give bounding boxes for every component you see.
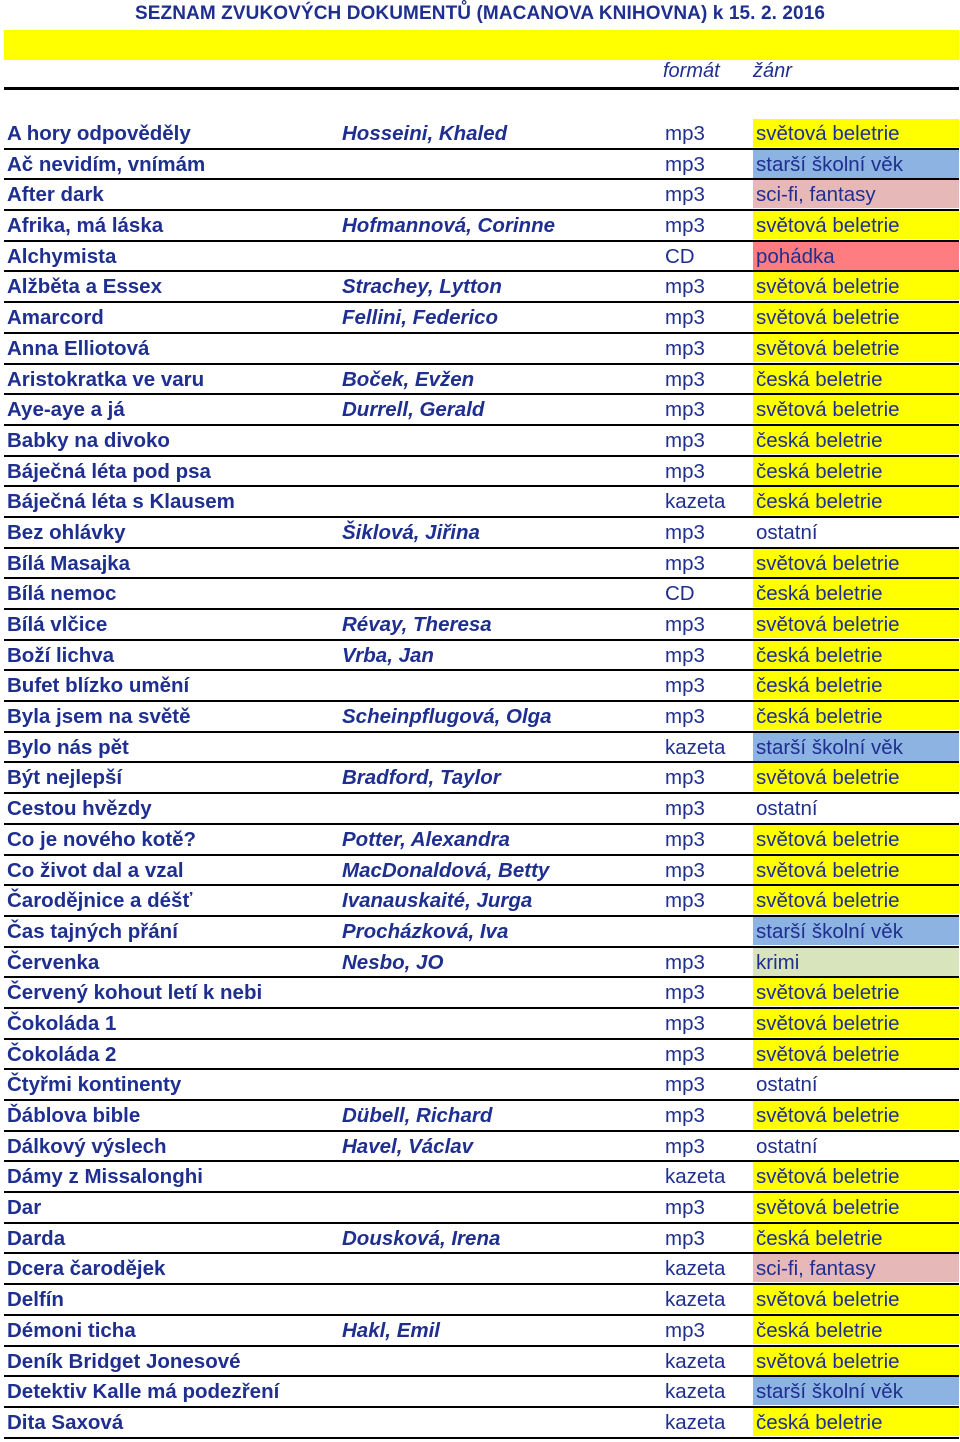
row-format: mp3 <box>665 643 705 667</box>
row-genre: světová beletrie <box>753 856 959 884</box>
row-title: Báječná léta pod psa <box>7 459 211 483</box>
table-row <box>4 1040 959 1071</box>
row-genre: starší školní věk <box>753 150 959 178</box>
table-row <box>4 671 959 702</box>
row-format: kazeta <box>665 1165 726 1189</box>
table-row <box>4 150 959 181</box>
row-format: mp3 <box>665 1318 705 1342</box>
table-row <box>4 1101 959 1132</box>
row-format: mp3 <box>665 766 705 790</box>
row-format: mp3 <box>665 551 705 575</box>
row-title: Co život dal a vzal <box>7 858 184 882</box>
row-format: mp3 <box>665 674 705 698</box>
row-genre: česká beletrie <box>753 487 959 515</box>
row-title: Delfín <box>7 1288 64 1312</box>
row-title: Bez ohlávky <box>7 520 126 544</box>
row-format: mp3 <box>665 1042 705 1066</box>
row-author: Durrell, Gerald <box>342 398 485 422</box>
table-row <box>4 1132 959 1163</box>
row-genre: česká beletrie <box>753 579 959 607</box>
table-row <box>4 242 959 273</box>
row-author: Nesbo, JO <box>342 950 444 974</box>
row-title: Čokoláda 1 <box>7 1011 117 1035</box>
row-genre: světová beletrie <box>753 1193 959 1221</box>
row-author: Potter, Alexandra <box>342 827 510 851</box>
row-format: kazeta <box>665 490 726 514</box>
table-row <box>4 1347 959 1378</box>
row-format: mp3 <box>665 981 705 1005</box>
row-title: Ač nevidím, vnímám <box>7 152 206 176</box>
table-row <box>4 1224 959 1255</box>
row-title: Bílá Masajka <box>7 551 131 575</box>
row-format: mp3 <box>665 367 705 391</box>
row-genre: česká beletrie <box>753 1408 959 1436</box>
row-title: Bílá nemoc <box>7 582 117 606</box>
table-row <box>4 856 959 887</box>
row-author: MacDonaldová, Betty <box>342 858 550 882</box>
row-format: mp3 <box>665 858 705 882</box>
row-format: mp3 <box>665 613 705 636</box>
row-genre: česká beletrie <box>753 1224 959 1252</box>
row-format: mp3 <box>665 1073 705 1097</box>
row-format: kazeta <box>665 1410 726 1434</box>
row-title: Anna Elliotová <box>7 336 150 360</box>
row-title: Dita Saxová <box>7 1410 124 1434</box>
row-author: Dübell, Richard <box>342 1104 493 1127</box>
column-header-genre: žánr <box>753 60 792 82</box>
row-format: kazeta <box>665 1288 726 1312</box>
row-title: Detektiv Kalle má podezření <box>7 1380 280 1404</box>
row-format: mp3 <box>665 520 705 544</box>
row-genre: česká beletrie <box>753 457 959 485</box>
document-title: SEZNAM ZVUKOVÝCH DOKUMENTŮ (MACANOVA KNIHOVNA) k 15. 2. 2016 <box>134 3 826 24</box>
row-format: kazeta <box>665 1257 726 1281</box>
table-row <box>4 426 959 457</box>
row-genre: světová beletrie <box>753 1040 959 1068</box>
table-row <box>4 487 959 518</box>
row-author: Fellini, Federico <box>342 306 499 330</box>
table-row <box>4 180 959 211</box>
table-row <box>4 1285 959 1316</box>
table-row <box>4 211 959 242</box>
row-genre: krimi <box>753 948 959 976</box>
row-genre: ostatní <box>753 1132 959 1160</box>
table-row <box>4 272 959 303</box>
row-genre: ostatní <box>753 794 959 822</box>
row-genre: světová beletrie <box>753 978 959 1006</box>
row-genre: česká beletrie <box>753 1316 959 1344</box>
table-row <box>4 733 959 764</box>
row-title: Dálkový výslech <box>7 1134 167 1158</box>
row-genre: starší školní věk <box>753 1377 959 1405</box>
row-genre: světová beletrie <box>753 1162 959 1190</box>
row-genre: světová beletrie <box>753 211 959 239</box>
column-header-format: formát <box>663 60 720 82</box>
table-row <box>4 1254 959 1285</box>
row-title: Babky na divoko <box>7 428 170 452</box>
row-genre: ostatní <box>753 518 959 546</box>
table-row <box>4 303 959 334</box>
row-author: Révay, Theresa <box>342 613 492 636</box>
table-row <box>4 518 959 549</box>
row-title: After dark <box>7 183 104 207</box>
table-row <box>4 917 959 948</box>
row-title: Deník Bridget Jonesové <box>7 1349 241 1373</box>
row-author: Procházková, Iva <box>342 919 509 943</box>
row-title: Byla jsem na světě <box>7 705 191 729</box>
row-title: Být nejlepší <box>7 766 123 790</box>
table-row <box>4 1377 959 1408</box>
table-row <box>4 1162 959 1193</box>
row-author: Havel, Václav <box>342 1134 474 1158</box>
row-author: Vrba, Jan <box>342 643 434 667</box>
row-format: mp3 <box>665 1104 705 1127</box>
row-format: mp3 <box>665 889 705 913</box>
row-title: A hory odpověděly <box>7 122 191 145</box>
row-genre: světová beletrie <box>753 272 959 300</box>
row-genre: pohádka <box>753 242 959 270</box>
header-divider <box>4 87 959 90</box>
row-author: Boček, Evžen <box>342 367 475 391</box>
row-format: mp3 <box>665 214 705 238</box>
header-highlight-band <box>4 30 959 60</box>
row-title: Čas tajných přání <box>7 919 178 943</box>
table-row <box>4 978 959 1009</box>
row-title: Červený kohout letí k nebi <box>7 981 263 1005</box>
row-title: Ďáblova bible <box>7 1104 141 1127</box>
row-title: Boží lichva <box>7 643 115 667</box>
row-genre: světová beletrie <box>753 1009 959 1037</box>
row-format: mp3 <box>665 705 705 729</box>
row-genre: ostatní <box>753 1070 959 1098</box>
row-title: Co je nového kotě? <box>7 827 197 851</box>
row-title: Bylo nás pět <box>7 735 129 759</box>
row-format: kazeta <box>665 1349 726 1373</box>
table-row <box>4 886 959 917</box>
row-genre: sci-fi, fantasy <box>753 1254 959 1282</box>
table-row <box>4 579 959 610</box>
row-title: Amarcord <box>7 306 104 330</box>
row-title: Čarodějnice a déšť <box>7 889 193 913</box>
row-author: Strachey, Lytton <box>342 275 502 299</box>
row-format: mp3 <box>665 122 705 145</box>
row-genre: česká beletrie <box>753 426 959 454</box>
row-divider <box>4 1437 959 1439</box>
row-format: mp3 <box>665 827 705 851</box>
table-row <box>4 948 959 979</box>
table-row <box>4 395 959 426</box>
table-row <box>4 702 959 733</box>
row-genre: starší školní věk <box>753 917 959 945</box>
table-row <box>4 1070 959 1101</box>
row-author: Bradford, Taylor <box>342 766 501 790</box>
row-format: mp3 <box>665 1226 705 1250</box>
row-genre: česká beletrie <box>753 365 959 393</box>
row-genre: světová beletrie <box>753 303 959 331</box>
row-genre: světová beletrie <box>753 886 959 914</box>
table-row <box>4 457 959 488</box>
table-row <box>4 610 959 641</box>
row-genre: světová beletrie <box>753 334 959 362</box>
table-row <box>4 365 959 396</box>
row-format: mp3 <box>665 797 705 821</box>
row-genre: světová beletrie <box>753 395 959 423</box>
table-row <box>4 794 959 825</box>
row-format: kazeta <box>665 1380 726 1404</box>
row-genre: světová beletrie <box>753 825 959 853</box>
row-title: Cestou hvězdy <box>7 797 152 821</box>
row-format: mp3 <box>665 306 705 330</box>
table-row <box>4 825 959 856</box>
row-title: Čtyřmi kontinenty <box>7 1073 182 1097</box>
table-row <box>4 763 959 794</box>
catalog-table <box>4 119 959 1439</box>
row-genre: světová beletrie <box>753 549 959 577</box>
table-row <box>4 1009 959 1040</box>
row-author: Hofmannová, Corinne <box>342 214 555 238</box>
row-format: mp3 <box>665 950 705 974</box>
row-title: Bílá vlčice <box>7 613 108 636</box>
row-format: mp3 <box>665 1134 705 1158</box>
row-title: Čokoláda 2 <box>7 1042 117 1066</box>
row-format: mp3 <box>665 336 705 360</box>
table-row <box>4 549 959 580</box>
table-row <box>4 641 959 672</box>
table-row <box>4 1408 959 1439</box>
row-title: Aye-aye a já <box>7 398 125 422</box>
row-format: kazeta <box>665 735 726 759</box>
row-format: mp3 <box>665 459 705 483</box>
row-title: Afrika, má láska <box>7 214 164 238</box>
row-format: CD <box>665 244 695 268</box>
row-genre: česká beletrie <box>753 671 959 699</box>
row-title: Bufet blízko umění <box>7 674 190 698</box>
row-title: Démoni ticha <box>7 1318 136 1342</box>
row-genre: světová beletrie <box>753 1285 959 1313</box>
row-title: Dar <box>7 1196 42 1220</box>
table-row <box>4 1316 959 1347</box>
row-format: mp3 <box>665 428 705 452</box>
row-format: mp3 <box>665 275 705 299</box>
row-genre: starší školní věk <box>753 733 959 761</box>
row-author: Scheinpflugová, Olga <box>342 705 552 729</box>
row-genre: světová beletrie <box>753 763 959 791</box>
row-genre: světová beletrie <box>753 1101 959 1129</box>
row-genre: světová beletrie <box>753 1347 959 1375</box>
row-format: mp3 <box>665 398 705 422</box>
row-author: Hosseini, Khaled <box>342 122 508 145</box>
row-title: Alžběta a Essex <box>7 275 162 299</box>
row-title: Dámy z Missalonghi <box>7 1165 203 1189</box>
row-title: Dcera čarodějek <box>7 1257 166 1281</box>
row-format: mp3 <box>665 183 705 207</box>
row-format: mp3 <box>665 1196 705 1220</box>
table-row <box>4 1193 959 1224</box>
row-format: mp3 <box>665 1011 705 1035</box>
row-format: mp3 <box>665 152 705 176</box>
row-genre: světová beletrie <box>753 119 959 147</box>
table-row <box>4 334 959 365</box>
row-genre: sci-fi, fantasy <box>753 180 959 208</box>
row-author: Dousková, Irena <box>342 1226 501 1250</box>
row-title: Červenka <box>7 950 100 974</box>
row-format: CD <box>665 582 695 606</box>
row-title: Darda <box>7 1226 66 1250</box>
row-genre: česká beletrie <box>753 641 959 669</box>
table-row <box>4 119 959 150</box>
row-title: Báječná léta s Klausem <box>7 490 235 514</box>
row-title: Aristokratka ve varu <box>7 367 205 391</box>
row-genre: světová beletrie <box>753 610 959 638</box>
row-author: Hakl, Emil <box>342 1318 440 1342</box>
row-author: Ivanauskaité, Jurga <box>342 889 533 913</box>
row-title: Alchymista <box>7 244 117 268</box>
row-author: Šiklová, Jiřina <box>342 520 480 544</box>
row-genre: česká beletrie <box>753 702 959 730</box>
